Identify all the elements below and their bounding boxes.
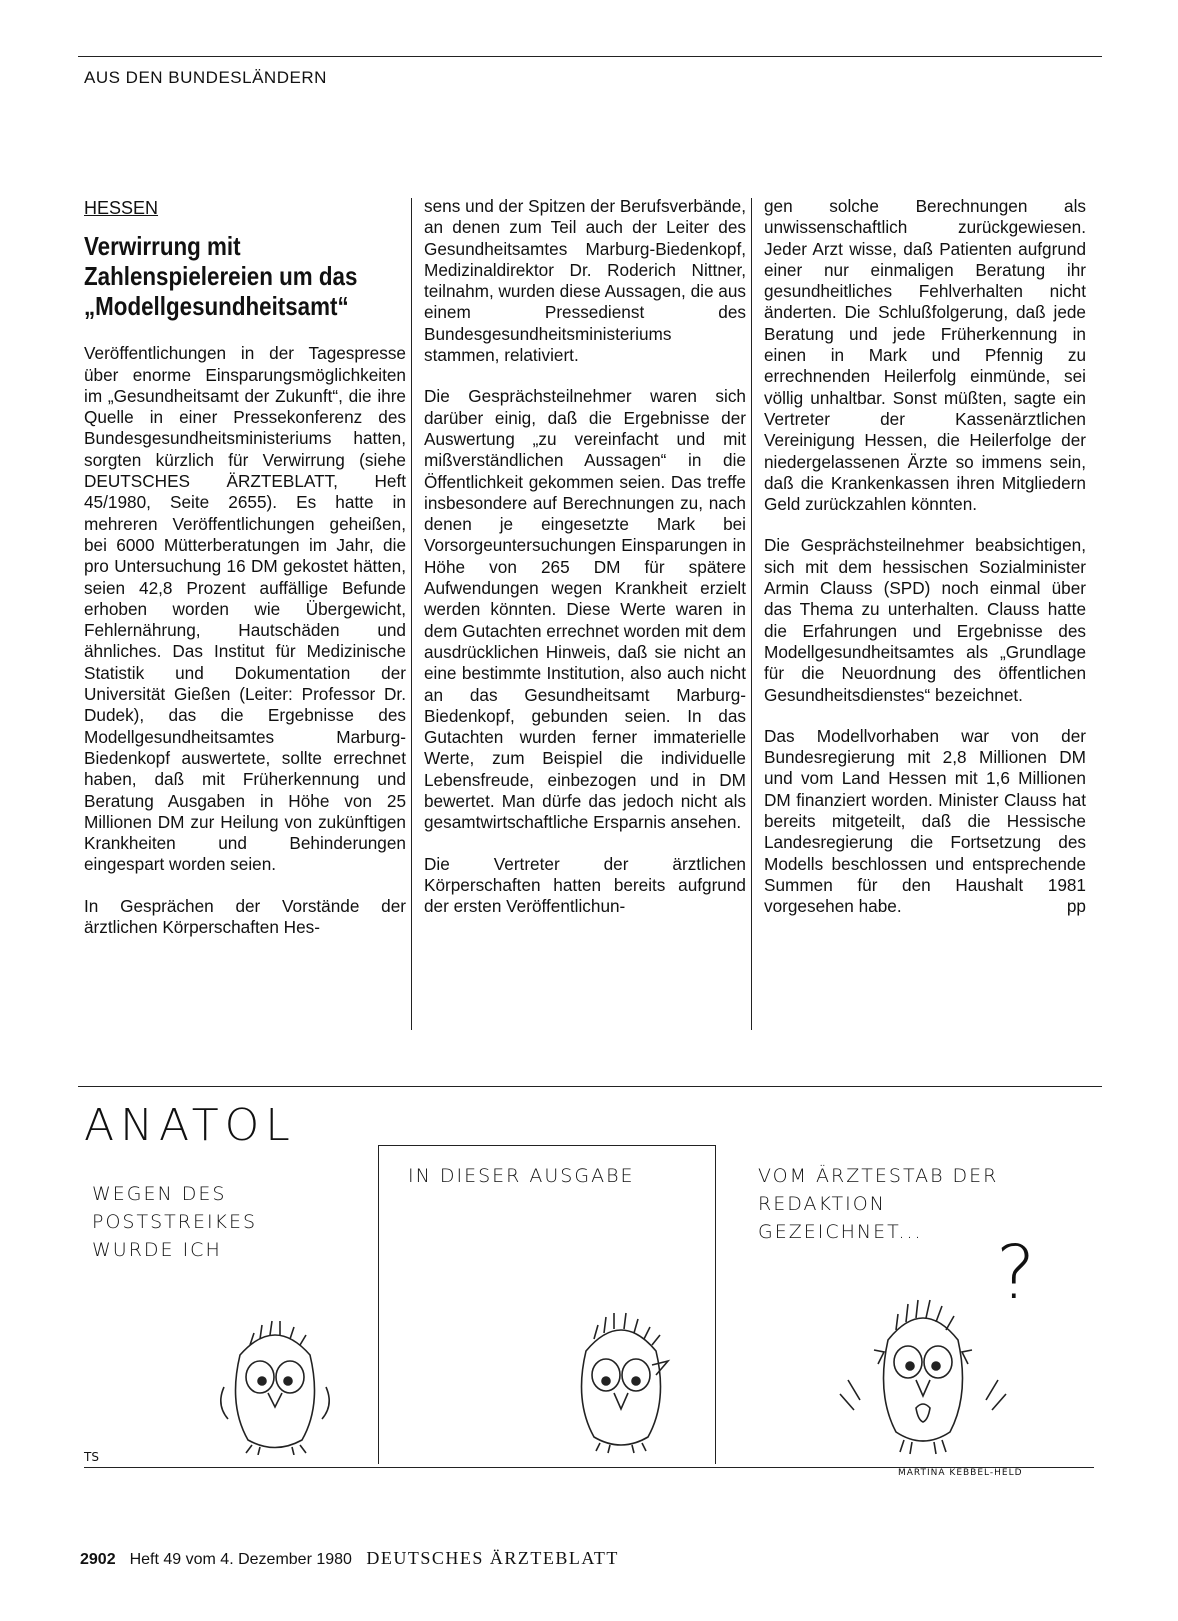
paragraph: Die Vertreter der ärztlichen Körperschaften hatten bereits aufgrund der ersten Veröffentlichun- <box>424 853 746 917</box>
paragraph: sens und der Spitzen der Berufsverbände, an denen zum Teil auch der Leiter des Gesundheitsamtes Marburg-Biedenkopf, Medizinaldirektor Dr. Roderich Nittner, teilnahm, wurden diese Aussagen, die aus einem Pressedienst des Bundesgesundheitsministeriums stammen, relativiert. <box>424 196 746 366</box>
paragraph-text: Das Modellvorhaben war von der Bundesregierung mit 2,8 Millionen DM und vom Land Hessen mit 1,6 Millionen DM finanziert worden. Minister Clauss hat bereits mitgeteilt, daß die Hessische Landesregierung die Fortsetzung des Modells beschlossen und entsprechende Summen für den Haushalt 1981 vorgesehen habe. <box>764 725 1086 917</box>
cartoon-rule <box>78 1086 1102 1087</box>
column-divider <box>411 198 412 1030</box>
panel-1-caption: WEGEN DES POSTSTREIKES WURDE ICH <box>92 1183 258 1261</box>
journal-name: DEUTSCHES ÄRZTEBLATT <box>366 1548 619 1568</box>
article <box>84 198 1102 1078</box>
cartoon-title: ANATOL <box>84 1100 296 1151</box>
paragraph: Veröffentlichungen in der Tagespresse über enorme Einsparungsmöglichkeiten im „Gesundheitsamt der Zukunft“, die ihre Quelle in einer Pressekonferenz des Bundesgesundheitsministeriums hatten, sorgten kürzlich für Verwirrung (siehe DEUTSCHES ÄRZTEBLATT, Heft 45/1980, Seite 2655). Es hatte in mehreren Veröffentlichungen geheißen, bei 6000 Mütterberatungen im Jahr, die pro Untersuchung 16 DM gekostet hätten, seien 42,8 Prozent auffällige Befunde erhoben worden wie Übergewicht, Fehlernährung, Hautschäden und ähnliches. Das Institut für Medizinische Statistik und Dokumentation der Universität Gießen (Leiter: Professor Dr. Dudek), das die Ergebnisse des Modellgesundheitsamtes Marburg-Biedenkopf auswertete, sollte errechnet haben, daß mit Früherkennung und Beratung Ausgaben in Höhe von 25 Millionen DM zur Heilung von zukünftigen Krankheiten und Behinderungen eingespart worden seien. <box>84 343 406 875</box>
paragraph: gen solche Berechnungen als unwissenschaftlich zurückgewiesen. Jeder Arzt wisse, daß Patienten aufgrund einer nur einmaligen Beratung ihr gesundheitliches Fehlverhalten nicht änderten. Die Schlußfolgerung, daß jede Beratung und jede Früherkennung in einen in Mark und Pfennig zu errechnenden Heilerfolg einmünde, sei völlig unhaltbar. Sonst müßten, sagte ein Vertreter der Kassenärztlichen Vereinigung Hessen, die Heilerfolge der niedergelassenen Ärzte so immens sein, daß die Krankenkassen ihren Mitgliedern Geld zurückzahlen könnten. <box>764 196 1086 515</box>
question-mark: ? <box>996 1230 1036 1316</box>
article-column-1 <box>84 198 406 958</box>
issue-info: Heft 49 vom 4. Dezember 1980 <box>129 1551 352 1568</box>
section-label: AUS DEN BUNDESLÄNDERN <box>84 68 327 87</box>
paragraph: Die Gesprächsteilnehmer waren sich darüber einig, daß die Ergebnisse der Auswertung „zu vereinfacht und mit mißverständlichen Aussagen“ in die Öffentlichkeit gekommen seien. Das treffe insbesondere auf Berechnungen zu, nach denen je eingesetzte Mark bei Vorsorgeuntersuchungen Einsparungen in Höhe von 265 DM für spätere Aufwendungen wegen Krankheit erzielt werden könnten. Diese Werte waren in dem Gutachten errechnet worden mit dem ausdrücklichen Hinweis, daß sie nicht an eine bestimmte Institution, also auch nicht an das Gesundheitsamt Marburg-Biedenkopf, gebunden seien. In das Gutachten wurden ferner immaterielle Werte, zum Beispiel die individuelle Lebensfreude, einbezogen und in DM bewertet. Man dürfe das jedoch nicht als gesamtwirtschaftliche Ersparnis ansehen. <box>424 386 746 833</box>
page-number: 2902 <box>80 1551 116 1568</box>
cartoon-strip <box>78 1090 1102 1480</box>
panel-3-caption: VOM ÄRZTESTAB DER REDAKTION GEZEICHNET... <box>758 1165 999 1243</box>
owl-drawing <box>838 1290 1008 1460</box>
top-rule <box>78 56 1102 57</box>
column-divider <box>751 198 752 1030</box>
artist-initials: TS <box>84 1450 99 1464</box>
paragraph: In Gesprächen der Vorstände der ärztlichen Körperschaften Hes- <box>84 895 406 938</box>
article-headline: Verwirrung mit Zahlenspielereien um das „Modellgesundheitsamt“ <box>84 231 358 322</box>
owl-drawing <box>210 1315 340 1455</box>
paragraph <box>764 726 1086 918</box>
artist-signature: MARTINA KEBBEL-HELD <box>898 1468 1023 1478</box>
page-footer <box>80 1548 619 1569</box>
owl-drawing <box>556 1305 686 1455</box>
author-signoff: pp <box>1066 896 1086 917</box>
article-column-3 <box>764 196 1086 938</box>
article-column-2 <box>424 196 746 938</box>
region-label: HESSEN <box>84 198 159 218</box>
paragraph: Die Gesprächsteilnehmer beabsichtigen, sich mit dem hessischen Sozialminister Armin Clauss (SPD) noch einmal über das Thema zu unterhalten. Clauss hatte die Erfahrungen und Ergebnisse des Modellgesundheitsamtes als „Grundlage für die Neuordnung des öffentlichen Gesundheitsdienstes“ bezeichnet. <box>764 535 1086 705</box>
panel-2-caption: IN DIESER AUSGABE <box>408 1165 635 1187</box>
